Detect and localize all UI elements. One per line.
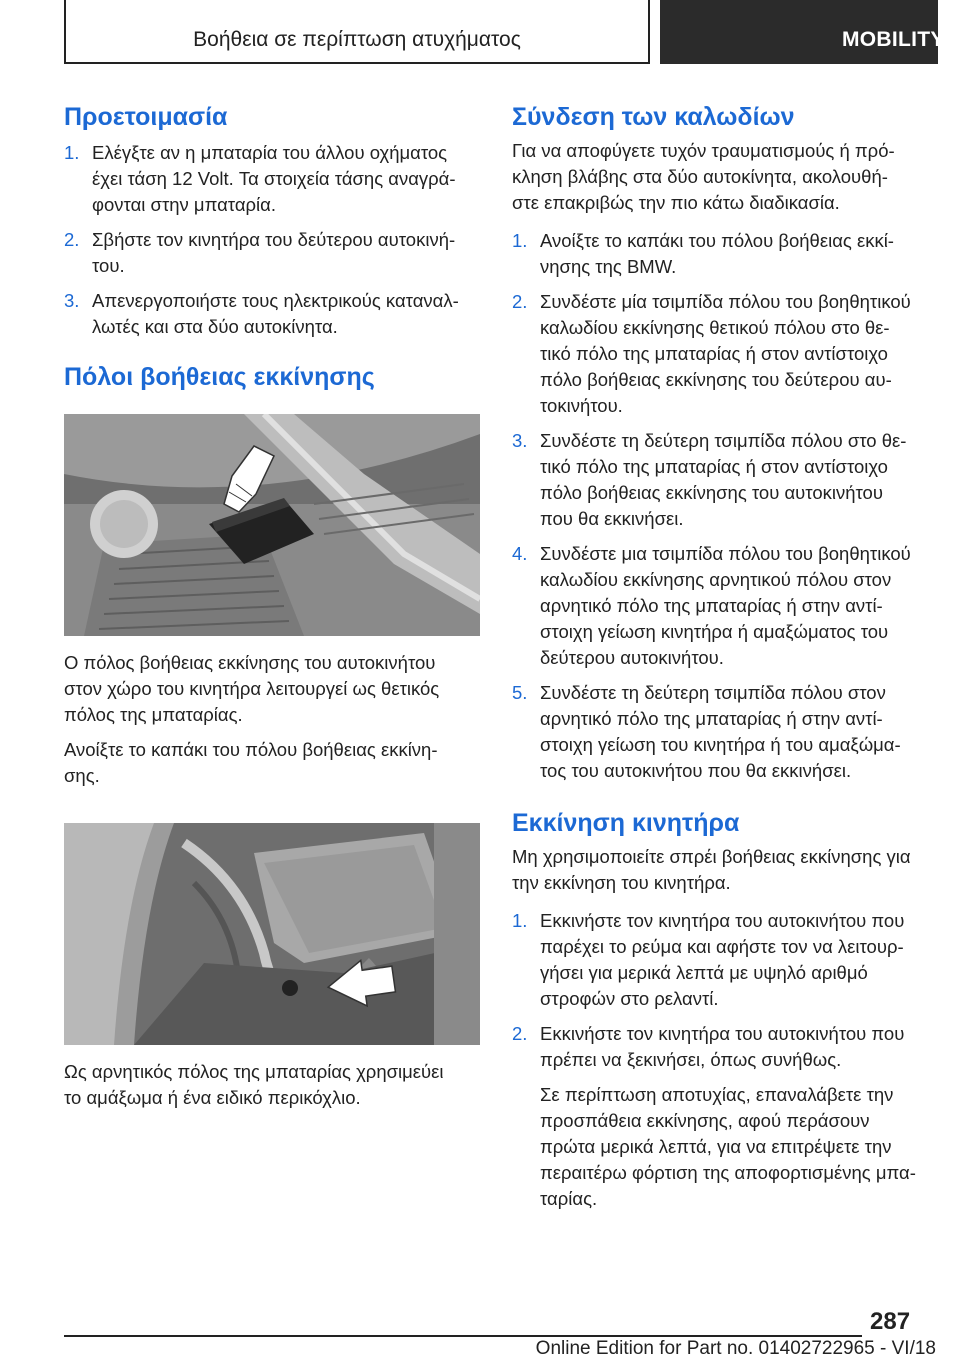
list-item: 2. Συνδέστε μία τσιμπίδα πόλου του βοηθητικού καλωδίου εκκίνησης θετικού πόλου στο θε‐ τικό πόλο της μπαταρίας ή στον αντίστοιχο πόλο βοήθειας εκκίνησης του δεύτερου αυ‐ τοκινήτου. bbox=[512, 291, 911, 416]
start-steps bbox=[512, 908, 926, 1073]
list-item: 4. Συνδέστε μια τσιμπίδα πόλου του βοηθητικού καλωδίου εκκίνησης αρνητικού πόλου στον αρνητικό πόλο της μπαταρίας ή στην αντί‐ στοιχη γείωση κινητήρα ή αμαξώματος του δεύτερου αυτοκινήτου. bbox=[512, 543, 911, 668]
start-intro: Μη χρησιμοποιείτε σπρέι βοήθειας εκκίνησης για την εκκίνηση του κινητήρα. bbox=[512, 846, 911, 893]
section-tab bbox=[64, 0, 650, 64]
caption-negative-terminal: Ως αρνητικός πόλος της μπαταρίας χρησιμεύει το αμάξωμα ή ένα ειδικό περικόχλιο. bbox=[64, 1061, 444, 1108]
start-note: Σε περίπτωση αποτυχίας, επαναλάβετε την προσπάθεια εκκίνησης, αφού περάσουν πρώτα μερικά λεπτά, για να επιτρέψετε την περαιτέρω φόρτιση της αποφορτισμένης μπα‐ ταρίας. bbox=[540, 1084, 916, 1209]
connect-heading: Σύνδεση των καλωδίων bbox=[512, 103, 795, 131]
list-item: 3. Συνδέστε τη δεύτερη τσιμπίδα πόλου στο θε‐ τικό πόλο της μπαταρίας ή στον αντίστοιχο πόλο βοήθειας εκκίνησης του αυτοκινήτου που θα εκκινήσει. bbox=[512, 430, 907, 529]
footer-divider bbox=[64, 1335, 862, 1337]
list-item: 1. Εκκινήστε τον κινητήρα του αυτοκινήτου που παρέχει το ρεύμα και αφήστε τον να λειτουρ‐ γήσει για μερικά λεπτά με υψηλό αριθμό στροφών στο ρελαντί. bbox=[512, 910, 905, 1009]
list-item: 3. Απενεργοποιήστε τους ηλεκτρικούς καταναλ‐ λωτές και στα δύο αυτοκίνητα. bbox=[64, 290, 459, 337]
section-title: Βοήθεια σε περίπτωση ατυχήματος bbox=[193, 28, 521, 51]
connect-intro: Για να αποφύγετε τυχόν τραυματισμούς ή πρό‐ κληση βλάβης στα δύο αυτοκίνητα, ακολουθή‐ στε επακριβώς την πιο κάτω διαδικασία. bbox=[512, 140, 895, 213]
engine-bay-image-ground-point bbox=[64, 823, 480, 1045]
list-item: 1. Ελέγξτε αν η μπαταρία του άλλου οχήματος έχει τάση 12 Volt. Τα στοιχεία τάσης αναγρά‐ φονται στην μπαταρία. bbox=[64, 142, 456, 215]
poles-heading: Πόλοι βοήθειας εκκίνησης bbox=[64, 363, 375, 391]
list-item: 1. Ανοίξτε το καπάκι του πόλου βοήθειας εκκί‐ νησης της BMW. bbox=[512, 230, 894, 277]
engine-bay-image-positive-terminal bbox=[64, 414, 480, 636]
connect-steps bbox=[512, 228, 926, 784]
list-item: 2. Εκκινήστε τον κινητήρα του αυτοκινήτου που πρέπει να ξεκινήσει, όπως συνήθως. bbox=[512, 1023, 905, 1070]
caption-positive-terminal: Ο πόλος βοήθειας εκκίνησης του αυτοκινήτου στον χώρο του κινητήρα λειτουργεί ως θετικός πόλος της μπαταρίας. bbox=[64, 652, 440, 725]
right-column bbox=[512, 100, 926, 1212]
edition-text: Online Edition for Part no. 01402722965 - VI/18 bbox=[535, 1338, 936, 1359]
list-item: 2. Σβήστε τον κινητήρα του δεύτερου αυτοκινή‐ του. bbox=[64, 229, 456, 276]
page-number: 287 bbox=[870, 1308, 911, 1335]
start-heading: Εκκίνηση κινητήρα bbox=[512, 809, 740, 837]
list-item: 5. Συνδέστε τη δεύτερη τσιμπίδα πόλου στον αρνητικό πόλο της μπαταρίας ή στην αντί‐ στοιχη γείωση του κινητήρα ή του αμαξώμα‐ τος του αυτοκινήτου που θα εκκινήσει. bbox=[512, 682, 901, 781]
category-label: MOBILITY bbox=[842, 28, 945, 51]
prep-heading: Προετοιμασία bbox=[64, 103, 228, 131]
page-header bbox=[64, 0, 945, 64]
prep-steps bbox=[64, 140, 482, 340]
category-tab bbox=[660, 0, 945, 64]
caption-open-cover: Ανοίξτε το καπάκι του πόλου βοήθειας εκκίνη‐ σης. bbox=[64, 739, 438, 786]
left-column bbox=[64, 100, 482, 1111]
